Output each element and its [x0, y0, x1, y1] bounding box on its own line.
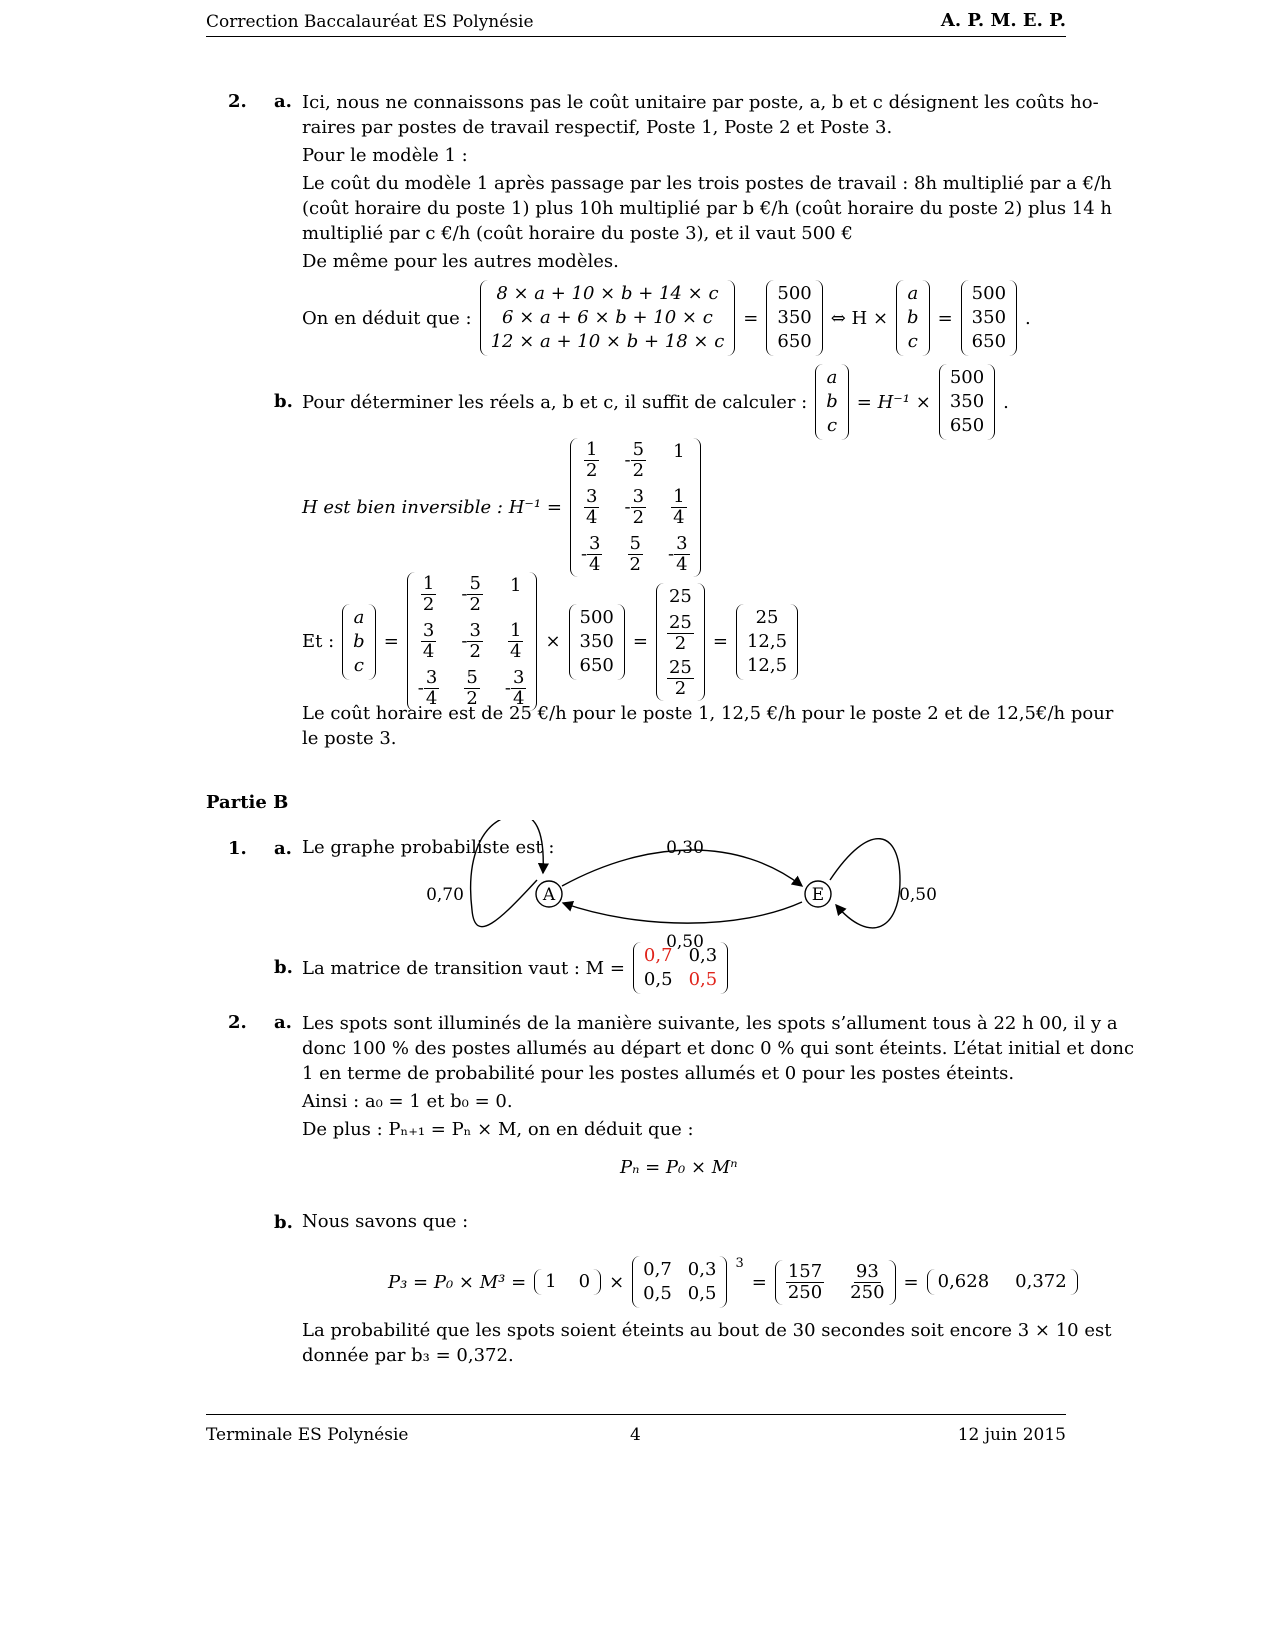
final-conclusion: La probabilité que les spots soient éteints au bout de 30 secondes soit encore 3 × 10 est donnée par b₃ = 0,372. [302, 1320, 1112, 1366]
subquestion-label: b. [274, 1212, 293, 1233]
section-title: Partie B [206, 792, 289, 813]
edge-ae-label: 0,30 [666, 838, 704, 858]
footer-left: Terminale ES Polynésie [206, 1425, 409, 1445]
page-number: 4 [630, 1425, 641, 1445]
question-number: 2. [228, 1012, 247, 1033]
q2a-partb-text: Les spots sont illuminés de la manière suivante, les spots s’allument tous à 22 h 00, il y a donc 100 % des postes allumés au départ et donc 0 % qui sont éteints. L’état initial et donc 1 en terme de probabilité pour les postes allumés et 0 pour les postes éteints. Ainsi : a₀ = 1 et b₀ = 0. De plus : Pₙ₊₁ = Pₙ × M, on en déduit que : [302, 1013, 1135, 1140]
question-number: 1. [228, 838, 247, 859]
power-formula: Pₙ = P₀ × Mⁿ [620, 1157, 738, 1178]
header-org: A. P. M. E. P. [940, 10, 1066, 31]
p3-equation: P₃ = P₀ × M³ = 1 0 × 0,7 0,3 0,5 0,5 $^3$ = $\frac{157}{250}$ $\frac{93}{250}$ = 0,628 0,372 [388, 1256, 1078, 1308]
page-header [206, 10, 1066, 37]
subquestion-label: b. [274, 391, 293, 412]
header-title: Correction Baccalauréat ES Polynésie [206, 12, 534, 32]
subquestion-label: a. [274, 838, 292, 859]
q2b-partb-text: Nous savons que : [302, 1211, 469, 1232]
loop-e-edge [830, 839, 900, 928]
probability-graph [400, 820, 940, 955]
inverse-matrix: H est bien inversible : H⁻¹ = $\frac{1}{2}$ - $\frac{5}{2}$ 1 $\frac{3}{4}$ - $\frac{3}{2}$ $\frac{1}{4}$ - $\frac{3}{4}$ $\frac{5}{2}$ - $\frac{3}{4}$ [302, 438, 701, 577]
node-a-label: A [542, 885, 556, 905]
q2b-conclusion: Le coût horaire est de 25 €/h pour le poste 1, 12,5 €/h pour le poste 2 et de 12,5€/h pour le poste 3. [302, 703, 1114, 749]
loop-a-edge [471, 820, 544, 927]
edge-ea-label: 0,50 [666, 932, 704, 952]
question-number: 2. [228, 91, 247, 112]
graph-intro: Le graphe probabiliste est : [302, 837, 555, 858]
node-e-label: E [811, 885, 825, 905]
q2a-text: Ici, nous ne connaissons pas le coût unitaire par poste, a, b et c désignent les coûts ho- raires par postes de travail respectif, Poste 1, Poste 2 et Poste 3. Pour le modèle 1 : Le coût du modèle 1 après passage par les trois postes de travail : 8h multiplié par a €/h (coût horaire du poste 1) plus 10h multiplié par b €/h (coût horaire du poste 2) plus 14 h multiplié par c €/h (coût horaire du poste 3), et il vaut 500 € De même pour les autres modèles. [302, 92, 1113, 272]
edge-e-to-a [563, 902, 802, 923]
page-footer [206, 1414, 1066, 1455]
subquestion-label: b. [274, 957, 293, 978]
subquestion-label: a. [274, 91, 292, 112]
solution-equation: Et : a b c = $\frac{1}{2}$ - $\frac{5}{2}$ 1 $\frac{3}{4}$ - $\frac{3}{2}$ $\frac{1}{4}$ - $\frac{3}{4}$ $\frac{5}{2}$ - $\frac{3}{4}$ × 500 350 650 = 25 $\frac{25}{2}$ $\frac{25}{2}$ = 25 12,5 12,5 [302, 572, 798, 711]
loop-e-label: 0,50 [899, 885, 937, 905]
system-equation: On en déduit que : 8 × a + 10 × b + 14 × c 6 × a + 6 × b + 10 × c 12 × a + 10 × b + 18 × c = 500 350 650 ⇔ H × a b c = 500 350 650 . [302, 280, 1031, 356]
loop-a-label: 0,70 [426, 885, 464, 905]
q2b-equation: Pour déterminer les réels a, b et c, il suffit de calculer : a b c = H⁻¹ × 500 350 650 . [302, 364, 1009, 440]
footer-date: 12 juin 2015 [957, 1425, 1066, 1445]
subquestion-label: a. [274, 1012, 292, 1033]
transition-matrix: La matrice de transition vaut : M = 0,7 0,3 0,5 0,5 [302, 942, 728, 994]
